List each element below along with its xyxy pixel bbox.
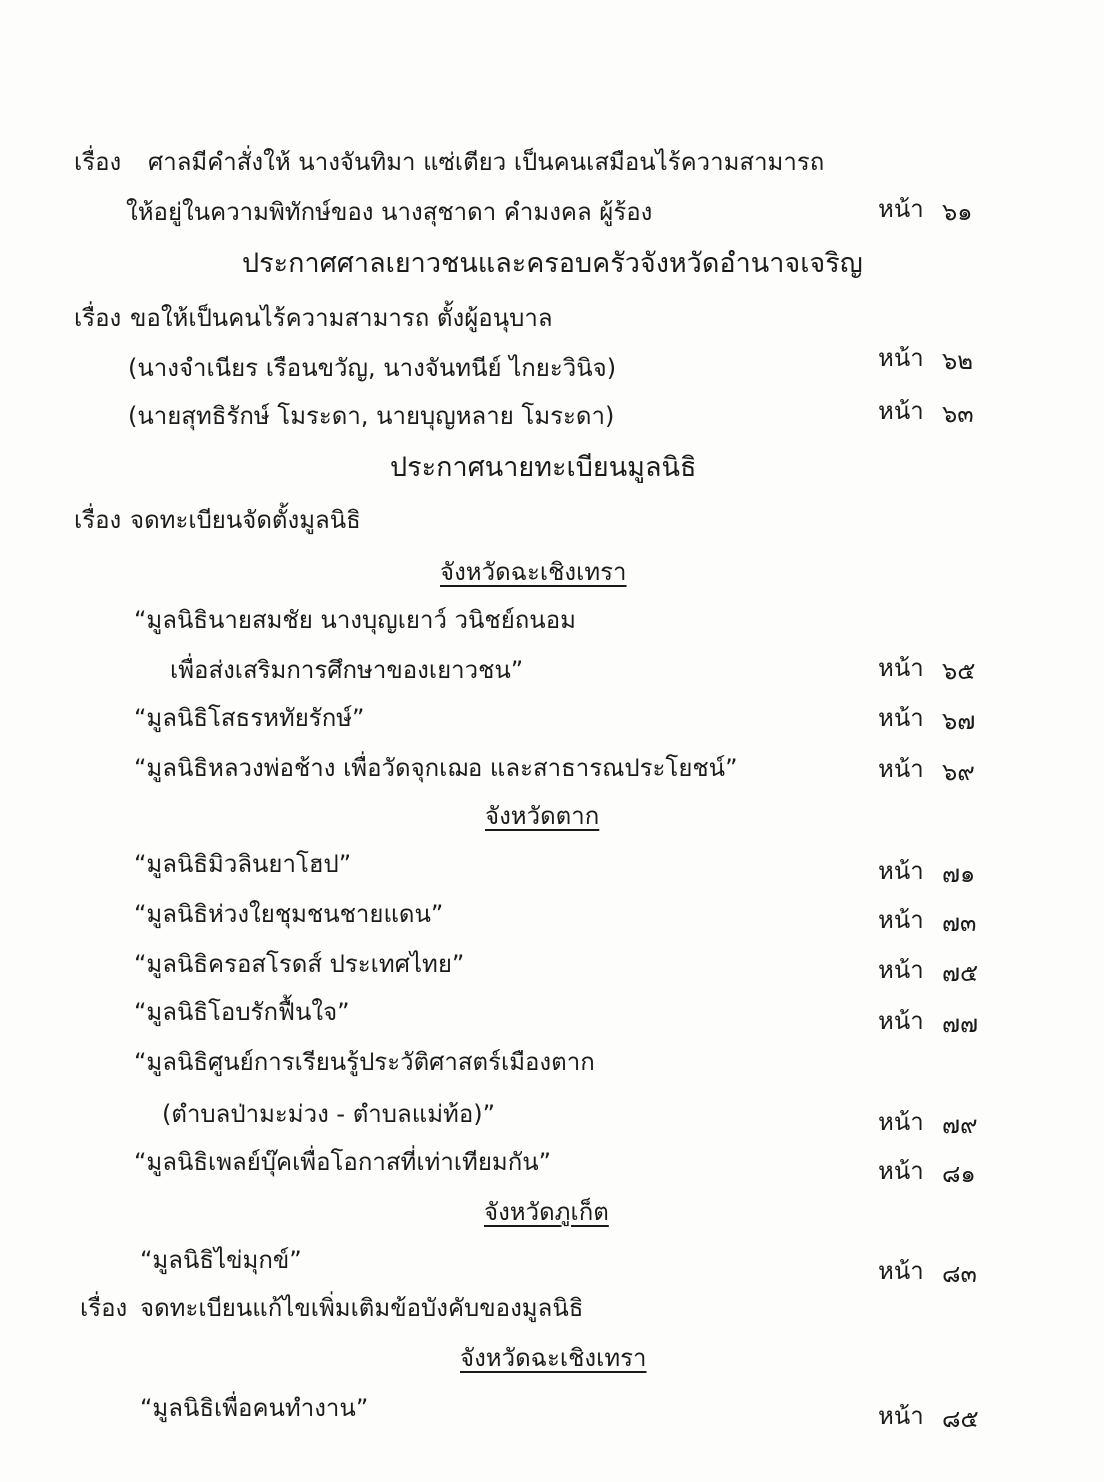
page-number: ๗๙: [942, 1111, 978, 1139]
page-label: หน้า: [878, 397, 924, 425]
page-label: หน้า: [878, 1007, 924, 1035]
toc-line: “มูลนิธินายสมชัย นางบุญเยาว์ วนิชย์ถนอม: [134, 606, 576, 634]
topic-label: เรื่อง: [80, 1294, 128, 1322]
toc-line: (นายสุทธิรักษ์ โมระดา, นายบุญหลาย โมระดา): [128, 402, 615, 430]
page-number: ๖๙: [942, 758, 975, 786]
page-label: หน้า: [878, 195, 924, 223]
page-number: ๘๑: [942, 1160, 976, 1188]
section-heading: ประกาศนายทะเบียนมูลนิธิ: [390, 452, 697, 483]
province-subheading: จังหวัดภูเก็ต: [484, 1198, 609, 1226]
page-label: หน้า: [878, 755, 924, 783]
page-label: หน้า: [878, 654, 924, 682]
page-number: ๗๓: [942, 909, 977, 937]
page-label: หน้า: [878, 1257, 924, 1285]
page-label: หน้า: [878, 704, 924, 732]
topic-label: เรื่อง: [74, 506, 122, 534]
section-heading: ประกาศศาลเยาวชนและครอบครัวจังหวัดอำนาจเจริญ: [242, 248, 863, 279]
page-label: หน้า: [878, 1157, 924, 1185]
toc-line: “มูลนิธิครอสโรดส์ ประเทศไทย”: [134, 950, 465, 978]
province-subheading: จังหวัดฉะเชิงเทรา: [440, 558, 627, 586]
page-label: หน้า: [878, 857, 924, 885]
toc-line: ขอให้เป็นคนไร้ความสามารถ ตั้งผู้อนุบาล: [130, 304, 553, 332]
page-number: ๖๗: [942, 707, 976, 735]
toc-line: “มูลนิธิห่วงใยชุมชนชายแดน”: [134, 900, 444, 928]
toc-line: จดทะเบียนจัดตั้งมูลนิธิ: [130, 506, 361, 534]
page-number: ๖๒: [942, 347, 974, 375]
page-number: ๗๗: [942, 1010, 979, 1038]
page-number: ๘๕: [942, 1405, 979, 1433]
toc-line: จดทะเบียนแก้ไขเพิ่มเติมข้อบังคับของมูลนิธิ: [140, 1294, 584, 1322]
province-subheading: จังหวัดตาก: [485, 802, 600, 830]
topic-label: เรื่อง: [74, 148, 122, 176]
page-number: ๗๕: [942, 959, 979, 987]
page-label: หน้า: [878, 956, 924, 984]
toc-line: “มูลนิธิเพื่อคนทำงาน”: [140, 1394, 369, 1422]
toc-line: “มูลนิธิมิวลินยาโฮป”: [134, 850, 352, 878]
page-label: หน้า: [878, 906, 924, 934]
province-subheading: จังหวัดฉะเชิงเทรา: [460, 1344, 647, 1372]
page-label: หน้า: [878, 344, 924, 372]
toc-line: “มูลนิธิเพลย์บุ๊คเพื่อโอกาสที่เท่าเทียมกัน”: [134, 1148, 552, 1176]
page-label: หน้า: [878, 1108, 924, 1136]
page-number: ๖๓: [942, 400, 974, 428]
toc-line: “มูลนิธิศูนย์การเรียนรู้ประวัติศาสตร์เมืองตาก: [134, 1048, 595, 1076]
toc-line: “มูลนิธิโสธรหทัยรักษ์”: [134, 704, 365, 732]
page-number: ๗๑: [942, 860, 976, 888]
topic-label: เรื่อง: [74, 304, 122, 332]
toc-line: ศาลมีคำสั่งให้ นางจันทิมา แซ่เตียว เป็นคนเสมือนไร้ความสามารถ: [148, 148, 825, 176]
toc-line: (นางจำเนียร เรือนขวัญ, นางจันทนีย์ ไกยะวินิจ): [128, 354, 617, 382]
page-label: หน้า: [878, 1402, 924, 1430]
toc-line: “มูลนิธิไข่มุกข์”: [140, 1246, 302, 1274]
toc-line: ให้อยู่ในความพิทักษ์ของ นางสุชาดา คำมงคล ผู้ร้อง: [126, 198, 653, 226]
page-number: ๖๑: [942, 198, 973, 226]
toc-line: เพื่อส่งเสริมการศึกษาของเยาวชน”: [170, 656, 524, 684]
toc-line: “มูลนิธิโอบรักฟื้นใจ”: [134, 998, 350, 1026]
page-number: ๖๕: [942, 657, 976, 685]
toc-line: (ตำบลป่ามะม่วง - ตำบลแม่ท้อ)”: [162, 1100, 496, 1128]
page-number: ๘๓: [942, 1260, 977, 1288]
toc-line: “มูลนิธิหลวงพ่อช้าง เพื่อวัดจุกเฌอ และสาธารณประโยชน์”: [134, 754, 738, 782]
